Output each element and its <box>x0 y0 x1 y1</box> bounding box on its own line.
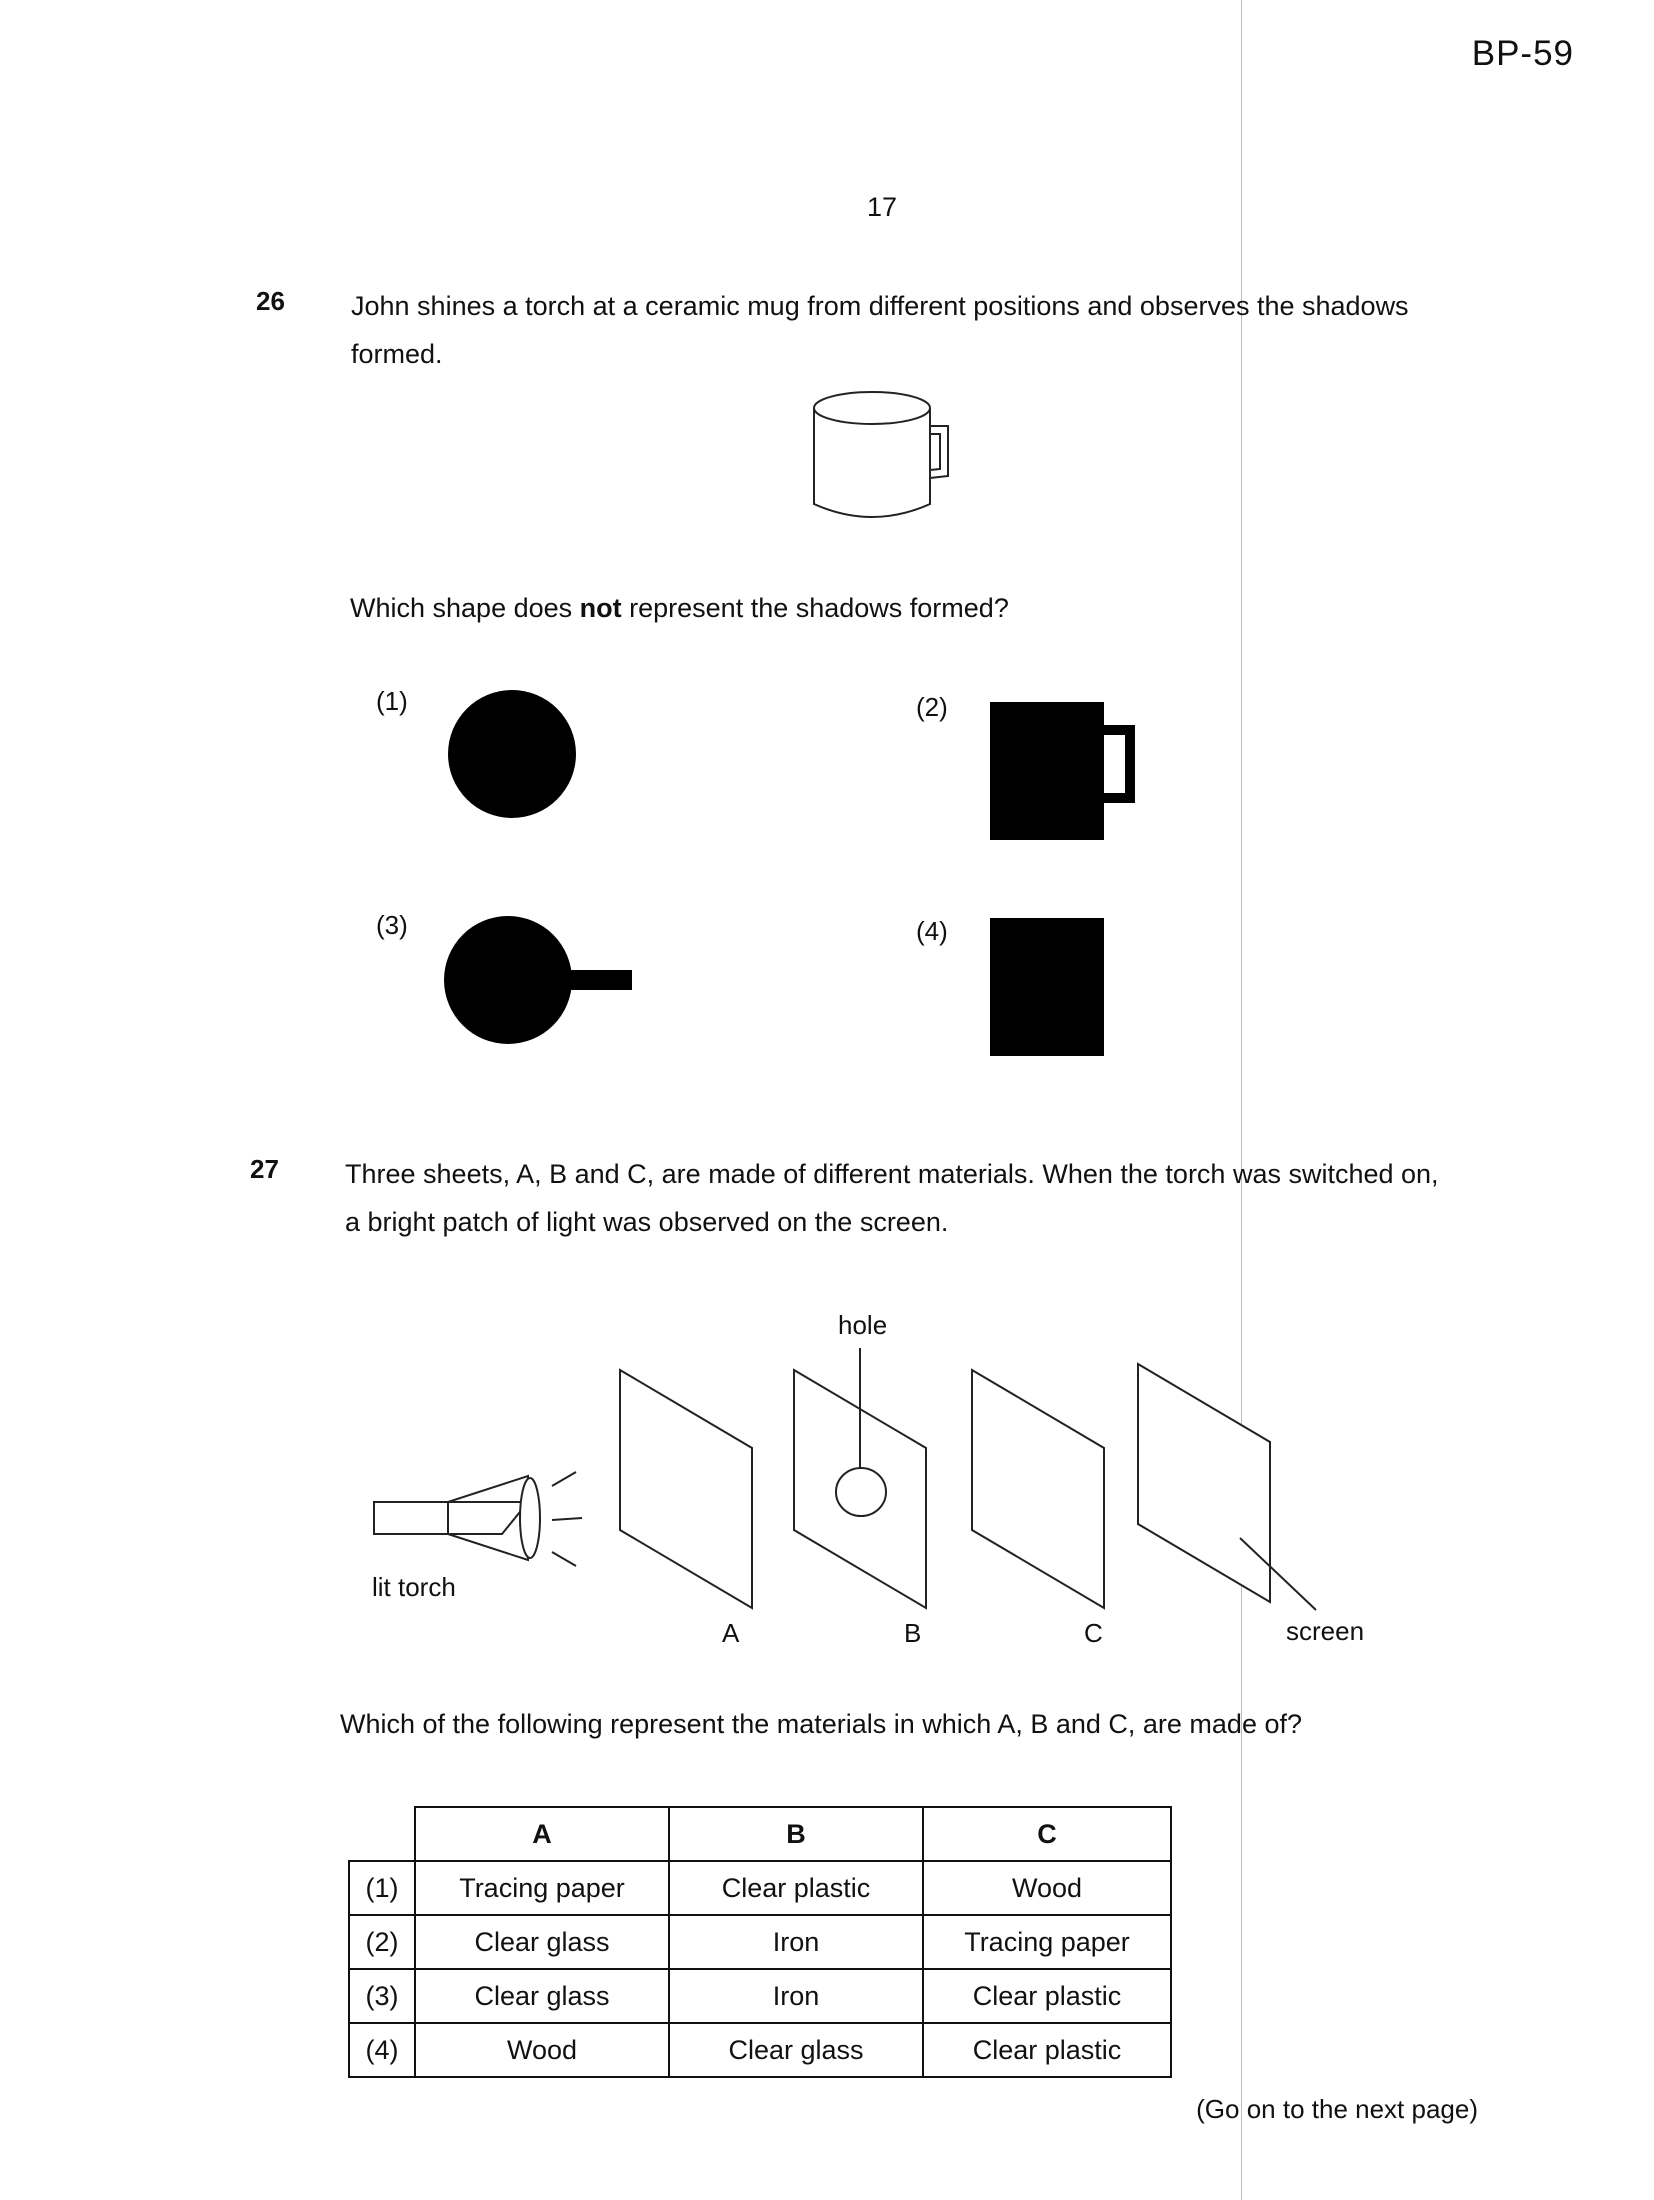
cell-b: Clear glass <box>669 2023 923 2077</box>
screen <box>1138 1364 1270 1602</box>
table-row <box>349 1861 1171 1915</box>
prompt-text-start: Which shape does <box>350 593 580 623</box>
column-header-b: B <box>669 1807 923 1861</box>
question-26-text <box>351 282 1511 378</box>
prompt-emphasis: not <box>579 593 622 623</box>
cell-c: Tracing paper <box>923 1915 1171 1969</box>
hole-label: hole <box>838 1310 888 1340</box>
cell-c: Wood <box>923 1861 1171 1915</box>
sheet-b-label: B <box>904 1618 922 1648</box>
screen-label: screen <box>1286 1616 1365 1646</box>
question-26-line-2: formed. <box>351 339 443 369</box>
light-experiment-diagram <box>340 1290 1400 1670</box>
prompt-text-end: represent the shadows formed? <box>621 593 1009 623</box>
lit-torch-icon <box>374 1472 582 1566</box>
row-option: (3) <box>349 1969 415 2023</box>
shadow-mug-with-handle <box>988 700 1148 842</box>
column-header-c: C <box>923 1807 1171 1861</box>
column-header-a: A <box>415 1807 669 1861</box>
question-27-line-2: a bright patch of light was observed on the screen. <box>345 1207 949 1237</box>
ceramic-mug-drawing <box>800 386 960 526</box>
cell-c: Clear plastic <box>923 1969 1171 2023</box>
question-27-line-1: Three sheets, A, B and C, are made of different materials. When the torch was switched on, <box>345 1159 1439 1189</box>
sheet-a-label: A <box>722 1618 740 1648</box>
shadow-circle <box>448 690 576 818</box>
materials-table <box>348 1806 1172 2078</box>
question-27-number: 27 <box>250 1154 279 1184</box>
option-2-label: (2) <box>916 692 948 722</box>
cell-a: Clear glass <box>415 1969 669 2023</box>
page-number: 17 <box>867 192 898 222</box>
sheet-c-label: C <box>1084 1618 1103 1648</box>
cell-a: Wood <box>415 2023 669 2077</box>
torch-label: lit torch <box>372 1572 456 1602</box>
table-row <box>349 1969 1171 2023</box>
question-27-text <box>345 1150 1505 1246</box>
cell-a: Clear glass <box>415 1915 669 1969</box>
row-option: (1) <box>349 1861 415 1915</box>
shadow-rectangle <box>990 918 1104 1056</box>
cell-b: Clear plastic <box>669 1861 923 1915</box>
cell-b: Iron <box>669 1915 923 1969</box>
table-corner-cell <box>349 1807 415 1861</box>
option-4-label: (4) <box>916 916 948 946</box>
table-header-row <box>349 1807 1171 1861</box>
cell-b: Iron <box>669 1969 923 2023</box>
option-1-label: (1) <box>376 686 408 716</box>
question-26-line-1: John shines a torch at a ceramic mug from different positions and observes the shadows <box>351 291 1409 321</box>
question-26-number: 26 <box>256 286 285 316</box>
cell-c: Clear plastic <box>923 2023 1171 2077</box>
paper-code: BP-59 <box>1471 34 1574 73</box>
hole-in-sheet-b <box>836 1468 886 1516</box>
question-26-prompt <box>350 584 1009 632</box>
shadow-circle-with-handle <box>444 910 644 1050</box>
question-27-prompt: Which of the following represent the materials in which A, B and C, are made of? <box>340 1709 1302 1739</box>
option-3-label: (3) <box>376 910 408 940</box>
cell-a: Tracing paper <box>415 1861 669 1915</box>
sheet-c <box>972 1370 1104 1608</box>
row-option: (2) <box>349 1915 415 1969</box>
row-option: (4) <box>349 2023 415 2077</box>
sheet-a <box>620 1370 752 1608</box>
table-row <box>349 1915 1171 1969</box>
continue-note: (Go on to the next page) <box>1196 2094 1478 2124</box>
table-row <box>349 2023 1171 2077</box>
